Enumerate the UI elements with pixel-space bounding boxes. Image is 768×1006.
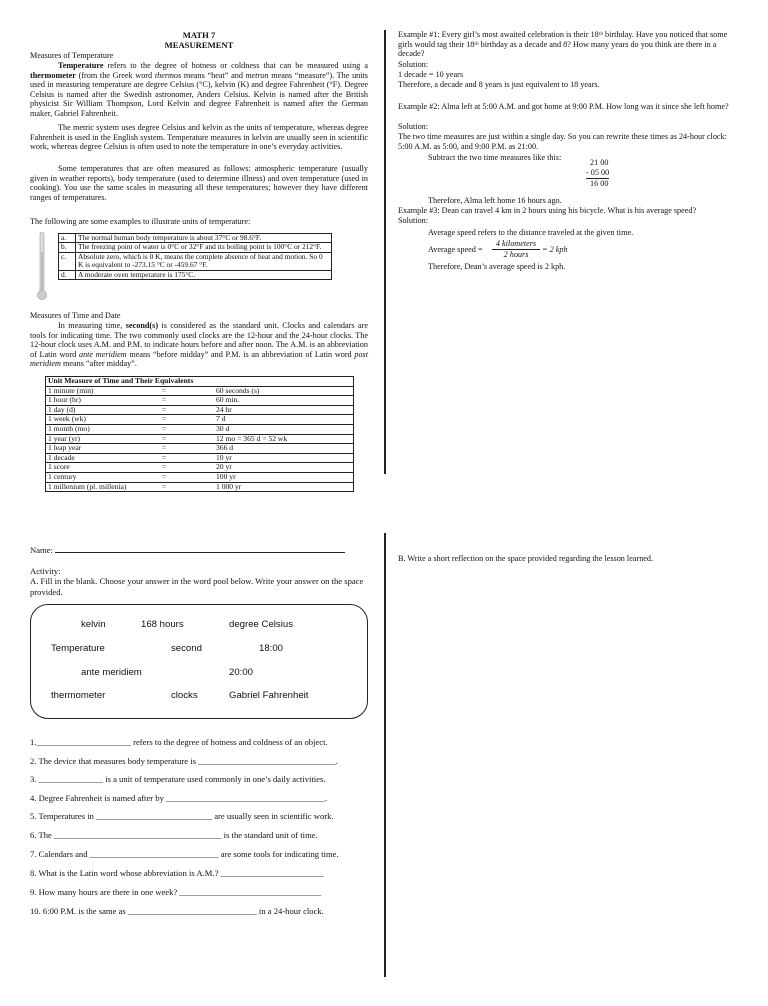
equals-cell: = <box>142 463 186 473</box>
value-cell: 7 d <box>186 415 354 425</box>
unit-cell: 1 year (yr) <box>46 434 143 444</box>
second-term: second(s) <box>125 321 159 330</box>
time-heading: Measures of Time and Date <box>30 311 121 320</box>
temperature-paragraph-2: The metric system uses degree Celsius and kelvin as the units of temperature, whereas degree Fahrenheit is used in the English system. Temperature measures in kelvin are usually seen in scientific work, whereas degree Celsius is often used to note the temperature in one’s everyday activities. <box>30 123 368 152</box>
table-row <box>46 386 354 396</box>
table-row <box>46 415 354 425</box>
temperature-examples-table <box>58 233 332 280</box>
formula-label: Average speed = <box>428 245 483 254</box>
temperature-heading: Measures of Temperature <box>30 51 114 60</box>
formula-numerator: 4 kilometers <box>492 239 540 250</box>
value-cell: 12 mo = 365 d = 52 wk <box>186 434 354 444</box>
pool-word: 168 hours <box>141 619 184 630</box>
table-row <box>46 472 354 482</box>
unit-cell: 1 minute (min) <box>46 386 143 396</box>
row-text: The normal human body temperature is about 37°C or 98.6°F. <box>76 234 332 243</box>
row-letter: b. <box>59 243 76 252</box>
table-row <box>59 243 332 252</box>
pool-word: 18:00 <box>259 643 284 654</box>
table-row <box>46 463 354 473</box>
row-letter: a. <box>59 234 76 243</box>
time-units-table <box>45 376 354 492</box>
question-1[interactable]: 1.______________________ refers to the degree of hotness and coldness of an object. <box>30 737 328 747</box>
value-cell: 20 yr <box>186 463 354 473</box>
time-paragraph <box>30 321 368 369</box>
subtraction-minuend: 21 00 <box>590 158 609 167</box>
text-span: In measuring time, <box>58 321 126 330</box>
name-label: Name: <box>30 545 56 555</box>
equals-cell: = <box>142 386 186 396</box>
name-line[interactable] <box>55 544 345 553</box>
question-4[interactable]: 4. Degree Fahrenheit is named after by _____________________________________. <box>30 793 328 803</box>
equals-cell: = <box>142 444 186 454</box>
example-1-line-2: Therefore, a decade and 8 years is just equivalent to 18 years. <box>398 80 600 89</box>
unit-cell: 1 week (wk) <box>46 415 143 425</box>
table-title: Unit Measure of Time and Their Equivalents <box>46 377 354 387</box>
pool-word: kelvin <box>81 619 106 630</box>
row-letter: c. <box>59 252 76 270</box>
equals-cell: = <box>142 405 186 415</box>
question-9[interactable]: 9. How many hours are there in one week? _________________________________ <box>30 887 322 897</box>
example-1: Example #1: Every girl’s most awaited celebration is their 18ᵗʰ birthday. Have you noticed that some girls would tag their 18ᵗʰ birthday as a decade and 8? How many years do you think are there in a decade? <box>398 30 728 59</box>
unit-cell: 1 month (mo) <box>46 424 143 434</box>
formula-denominator: 2 hours <box>503 250 529 259</box>
table-row <box>46 396 354 406</box>
example-2-line-2: Therefore, Alma left home 16 hours ago. <box>428 196 562 205</box>
row-text: Absolute zero, which is 0 K, means the complete absence of heat and motion. So 0 K is equivalent to -273.15 °C or -459.67 °F. <box>76 252 332 270</box>
examples-intro: The following are some examples to illustrate units of temperature: <box>30 217 251 226</box>
example-3-solution-label: Solution: <box>398 216 429 225</box>
value-cell: 366 d <box>186 444 354 454</box>
text-span: refers to the degree of hotness or coldness that can be measured using a <box>103 61 368 70</box>
subject-title: MATH 7 <box>182 30 216 40</box>
table-row <box>46 482 354 492</box>
pool-word: second <box>171 643 202 654</box>
row-text: The freezing point of water is 0°C or 32°F and its boiling point is 100°C or 212°F. <box>76 243 332 252</box>
table-row <box>59 252 332 270</box>
value-cell: 24 hr <box>186 405 354 415</box>
row-text: A moderate oven temperature is 175°C. <box>76 270 332 279</box>
unit-cell: 1 score <box>46 463 143 473</box>
latin-word: ante meridiem <box>78 349 127 359</box>
equals-cell: = <box>142 453 186 463</box>
example-2-solution-label: Solution: <box>398 122 429 131</box>
example-1-solution-label: Solution: <box>398 60 429 69</box>
reflection-instruction: B. Write a short reflection on the space provided regarding the lesson learned. <box>398 554 654 563</box>
value-cell: 60 min. <box>186 396 354 406</box>
text-span: means “measure”). The units used in measuring temperature are degree Celsius (°C), kelvin (K) and degree Fahrenheit (°F). Degree Celsius is named after the Swedish astronomer, Anders Celsius. Kelvin is named after the British physicist Sir William Thompson, Lord Kelvin and degree Fahrenheit is named after the German maker, Gabriel Fahrenheit. <box>30 70 368 118</box>
greek-word: thermos <box>154 70 182 80</box>
question-7[interactable]: 7. Calendars and ______________________________ are some tools for indicating time. <box>30 849 339 859</box>
equals-cell: = <box>142 472 186 482</box>
row-letter: d. <box>59 270 76 279</box>
thermometer-term: thermometer <box>30 70 76 80</box>
table-row <box>46 453 354 463</box>
equals-cell: = <box>161 481 167 491</box>
unit-cell: 1 decade <box>46 453 143 463</box>
question-5[interactable]: 5. Temperatures in ___________________________ are usually seen in scientific work. <box>30 811 334 821</box>
text-span: is considered as the standard unit. Clocks and calendars are tools for indicating time. The two commonly used clocks are the 12-hour and the 24-hour clocks. The 12-hour clock uses A.M. and P.M. to indicate hours before and after noon. The A.M. is an abbreviation of Latin word <box>30 321 368 359</box>
temperature-paragraph-1 <box>30 61 368 119</box>
word-pool <box>30 604 368 719</box>
table-row <box>46 444 354 454</box>
equals-cell: = <box>142 424 186 434</box>
pool-word: degree Celsius <box>229 619 293 630</box>
table-row <box>46 434 354 444</box>
question-10[interactable]: 10. 6:00 P.M. is the same as ______________________________ in a 24-hour clock. <box>30 906 324 916</box>
thermometer-icon <box>37 232 47 302</box>
column-divider-top <box>384 30 386 474</box>
table-header-row <box>46 377 354 387</box>
pool-word: clocks <box>171 690 198 701</box>
value-cell: 30 d <box>186 424 354 434</box>
temperature-term: Temperature <box>58 61 104 70</box>
value-cell: 100 yr <box>186 472 354 482</box>
equals-cell: = <box>142 396 186 406</box>
subtraction-subtrahend: - 05 00 <box>586 168 610 177</box>
greek-word: metron <box>245 70 269 80</box>
unit-cell: 1 day (d) <box>46 405 143 415</box>
unit-cell: 1 hour (hr) <box>46 396 143 406</box>
subtraction-result: 16 00 <box>590 179 609 188</box>
table-row <box>46 424 354 434</box>
example-3-line-2: Therefore, Dean’s average speed is 2 kph. <box>428 262 566 271</box>
text-span: means “heat” and <box>181 70 246 80</box>
equals-cell: = <box>142 415 186 425</box>
unit-cell: 1 century <box>46 472 143 482</box>
example-3: Example #3: Dean can travel 4 km in 2 hours using his bicycle. What is his average speed? <box>398 206 697 215</box>
pool-word: thermometer <box>51 690 106 701</box>
formula-result: = 2 kph <box>542 245 568 254</box>
text-span: means “after midday”. <box>60 359 137 369</box>
value-cell: 10 yr <box>186 453 354 463</box>
unit-cell: 1 millenium (pl. millenia) <box>48 481 127 491</box>
table-row <box>59 270 332 279</box>
pool-word: Gabriel Fahrenheit <box>229 690 309 701</box>
value-cell: 1 000 yr <box>216 481 242 491</box>
text-span: means “before midday” and P.M. is an abbreviation of Latin word <box>126 349 355 359</box>
pool-word: ante meridiem <box>81 667 142 678</box>
topic-title: MEASUREMENT <box>164 40 234 50</box>
question-6[interactable]: 6. The _______________________________________ is the standard unit of time. <box>30 830 318 840</box>
question-3[interactable]: 3. _______________ is a unit of temperature used commonly in one’s daily activities. <box>30 774 326 784</box>
text-span: (from the Greek word <box>75 70 155 80</box>
example-2-line-1: The two time measures are just within a single day. So you can rewrite these times as 24-hour clock: 5:00 A.M. as 5:00, and 9:00 P.M. as 21:00. <box>398 132 727 151</box>
equals-cell: = <box>142 434 186 444</box>
example-2: Example #2: Alma left at 5:00 A.M. and got home at 9:00 P.M. How long was it since she left home? <box>398 102 729 111</box>
table-row <box>46 405 354 415</box>
example-1-line-1: 1 decade = 10 years <box>398 70 464 79</box>
unit-cell: 1 leap year <box>46 444 143 454</box>
example-3-line-1: Average speed refers to the distance traveled at the given time. <box>428 228 634 237</box>
name-field[interactable] <box>30 544 360 555</box>
example-2-subtract-label: Subtract the two time measures like this: <box>428 153 562 162</box>
activity-instructions: A. Fill in the blank. Choose your answer in the word pool below. Write your answer on the space provided. <box>30 576 364 597</box>
column-divider-bottom <box>384 533 386 977</box>
question-2[interactable]: 2. The device that measures body temperature is ________________________________. <box>30 756 338 766</box>
value-cell: 60 seconds (s) <box>186 386 354 396</box>
temperature-paragraph-3: Some temperatures that are often measured as follows: atmospheric temperature (usually given in weather reports), body temperature (used to determine illness) and oven temperature (used in cooking). You use the same scales in measuring all these temperatures; however they have different ranges of temperatures. <box>30 164 368 202</box>
latin-word: post meridiem <box>30 349 368 369</box>
average-speed-formula <box>428 239 628 261</box>
pool-word: Temperature <box>51 643 105 654</box>
activity-title: Activity: <box>30 566 61 576</box>
pool-word: 20:00 <box>229 667 254 678</box>
question-8[interactable]: 8. What is the Latin word whose abbreviation is A.M.? ________________________ <box>30 868 324 878</box>
